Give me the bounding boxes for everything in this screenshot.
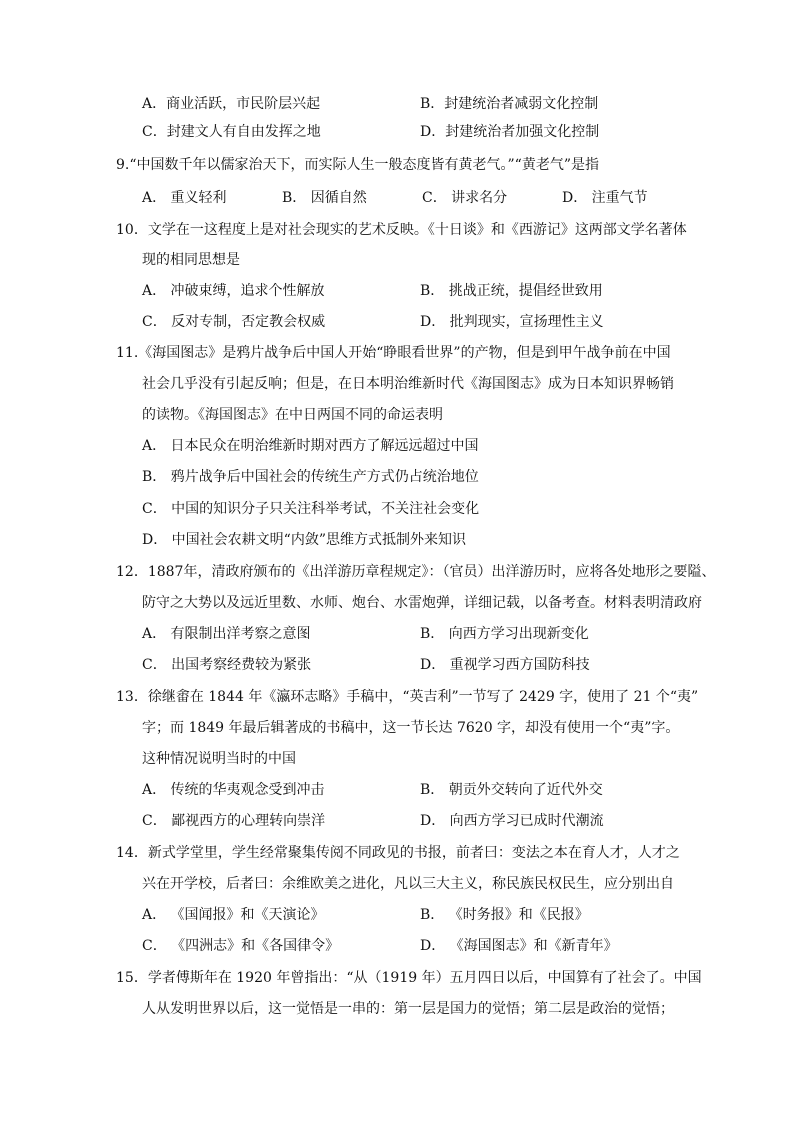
q8-option-d[interactable]: D．封建统治者加强文化控制 — [420, 124, 600, 140]
q10-option-b[interactable]: B． 挑战正统，提倡经世致用 — [420, 283, 603, 299]
q14-stem-line2: 兴在开学校，后者曰：余维欧美之进化，凡以三大主义，称民族民权民生，应分别出自 — [142, 876, 674, 892]
q13-option-c[interactable]: C． 鄙视西方的心理转向崇洋 — [142, 813, 326, 829]
q15-stem-line1: 15．学者傅斯年在 1920 年曾指出：“从（1919 年）五月四日以后，中国算有了社会了。中国 — [116, 970, 702, 986]
q9-option-b[interactable]: B． 因循自然 — [282, 190, 367, 206]
q12-option-d[interactable]: D． 重视学习西方国防科技 — [420, 657, 590, 673]
q10-stem-line1: 10．文学在一这程度上是对社会现实的艺术反映。《十日谈》和《西游记》这两部文学名著体 — [116, 222, 687, 238]
q10-option-a[interactable]: A． 冲破束缚，追求个性解放 — [142, 283, 325, 299]
q13-option-a[interactable]: A． 传统的华夷观念受到冲击 — [142, 782, 325, 798]
q9-option-a[interactable]: A． 重义轻利 — [142, 190, 227, 206]
q11-option-b[interactable]: B． 鸦片战争后中国社会的传统生产方式仍占统治地位 — [142, 469, 479, 485]
q11-option-d[interactable]: D． 中国社会农耕文明“内敛”思维方式抵制外来知识 — [142, 532, 466, 548]
q11-option-a[interactable]: A． 日本民众在明治维新时期对西方了解远远超过中国 — [142, 438, 479, 454]
q8-option-c[interactable]: C．封建文人有自由发挥之地 — [142, 124, 321, 140]
q12-option-a[interactable]: A． 有限制出洋考察之意图 — [142, 626, 311, 642]
q13-stem-line1: 13．徐继畬在 1844 年《瀛环志略》手稿中，“英吉利”一节写了 2429 字，使用了 21 个“夷” — [116, 689, 699, 705]
q14-stem-line1: 14．新式学堂里，学生经常聚集传阅不同政见的书报，前者曰：变法之本在育人才，人才之 — [116, 845, 680, 861]
q9-option-d[interactable]: D． 注重气节 — [562, 190, 648, 206]
q14-option-b[interactable]: B． 《时务报》和《民报》 — [420, 907, 589, 923]
q13-stem-line2: 字；而 1849 年最后辑著成的书稿中，这一节长达 7620 字，却没有使用一个“夷”字。 — [142, 720, 680, 736]
q13-option-d[interactable]: D． 向西方学习已成时代潮流 — [420, 813, 604, 829]
q10-option-c[interactable]: C． 反对专制，否定教会权威 — [142, 314, 326, 330]
q14-option-c[interactable]: C． 《四洲志》和《各国律令》 — [142, 938, 340, 954]
q9-stem: 9.“中国数千年以儒家治天下，而实际人生一般态度皆有黄老气。”“黄老气”是指 — [116, 157, 599, 173]
q13-option-b[interactable]: B． 朝贡外交转向了近代外交 — [420, 782, 603, 798]
q9-option-c[interactable]: C． 讲求名分 — [422, 190, 508, 206]
q11-stem-line2: 社会几乎没有引起反响；但是，在日本明治维新时代《海国图志》成为日本知识界畅销 — [142, 376, 674, 392]
q14-option-a[interactable]: A． 《国闻报》和《天演论》 — [142, 907, 325, 923]
q10-stem-line2: 现的相同思想是 — [142, 252, 240, 268]
q11-option-c[interactable]: C． 中国的知识分子只关注科举考试，不关注社会变化 — [142, 501, 480, 517]
q12-stem-line2: 防守之大势以及远近里数、水师、炮台、水雷炮弹，详细记载，以备考查。材料表明清政府 — [142, 595, 702, 611]
q11-stem-line3: 的读物。《海国图志》在中日两国不同的命运表明 — [142, 407, 443, 423]
q13-stem-line3: 这种情况说明当时的中国 — [142, 751, 296, 767]
q8-option-a[interactable]: A．商业活跃，市民阶层兴起 — [142, 96, 321, 112]
q12-option-c[interactable]: C． 出国考察经费较为紧张 — [142, 657, 312, 673]
q15-stem-line2: 人从发明世界以后，这一觉悟是一串的：第一层是国力的觉悟；第二层是政治的觉悟； — [142, 1001, 674, 1017]
q8-option-b[interactable]: B．封建统治者减弱文化控制 — [420, 96, 599, 112]
q10-option-d[interactable]: D． 批判现实，宣扬理性主义 — [420, 314, 604, 330]
q14-option-d[interactable]: D． 《海国图志》和《新青年》 — [420, 938, 618, 954]
q11-stem-line1: 11.《海国图志》是鸦片战争后中国人开始“睁眼看世界”的产物，但是到甲午战争前在中国 — [116, 345, 671, 361]
q12-stem-line1: 12．1887年，清政府颁布的《出洋游历章程规定》：（官员）出洋游历时，应将各处地形之要隘、 — [116, 564, 716, 580]
q12-option-b[interactable]: B． 向西方学习出现新变化 — [420, 626, 589, 642]
